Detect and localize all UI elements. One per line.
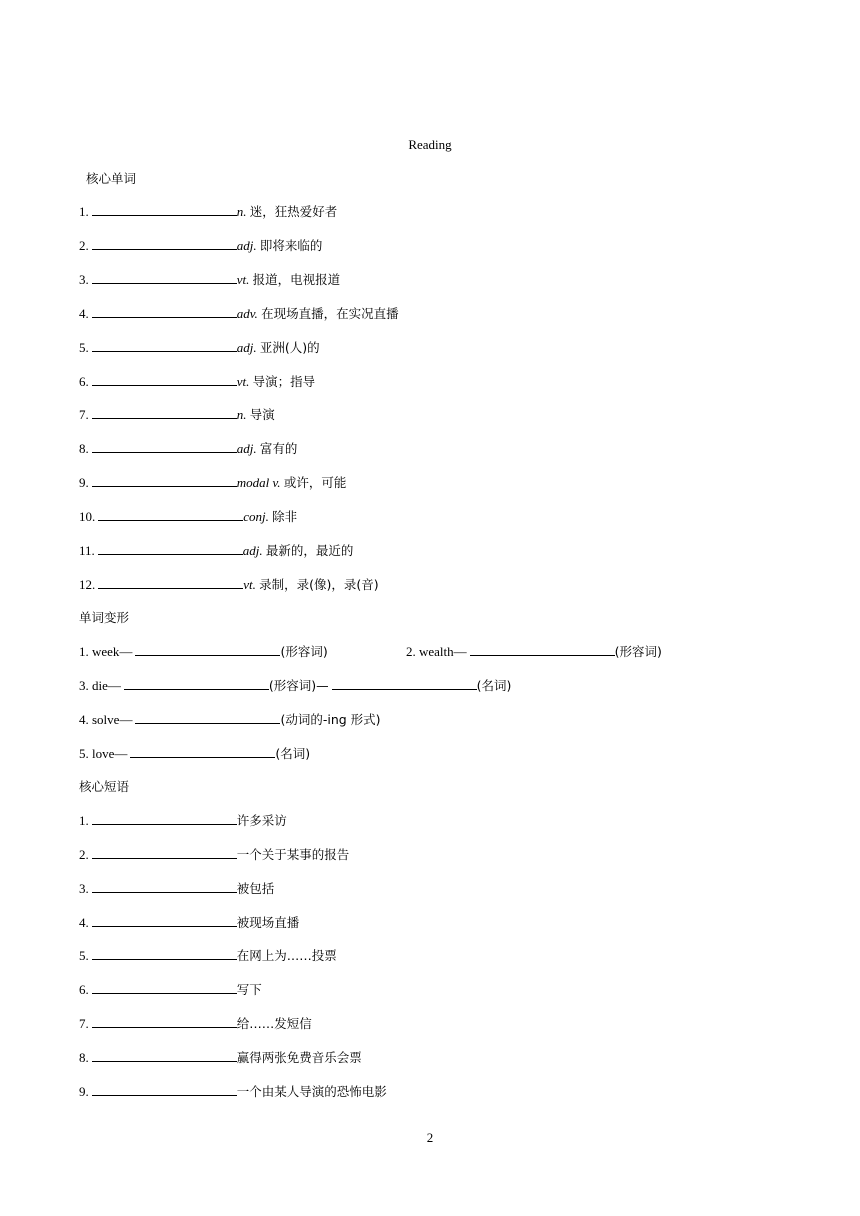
list-item: 6. 写下: [79, 982, 262, 997]
list-item: 7. 给……发短信: [79, 1016, 312, 1031]
list-item: 1. n. 迷，狂热爱好者: [79, 204, 338, 219]
list-item: 11. adj. 最新的，最近的: [79, 543, 354, 558]
list-item: 4. solve— (动词的-ing 形式): [79, 712, 381, 727]
list-item: 1. 许多采访: [79, 813, 287, 828]
list-item: 2. 一个关于某事的报告: [79, 847, 350, 862]
list-item: 3. die— (形容词)— (名词): [79, 678, 512, 693]
list-item: 12. vt. 录制，录(像)，录(音): [79, 577, 379, 592]
list-item: 2. adj. 即将来临的: [79, 238, 323, 253]
list-item: 5. adj. 亚洲(人)的: [79, 340, 320, 355]
page-title: Reading: [408, 137, 452, 152]
list-item: 2. wealth— (形容词): [406, 644, 662, 659]
list-item: 5. love— (名词): [79, 746, 311, 761]
list-item: 4. 被现场直播: [79, 915, 300, 930]
list-item: 4. adv. 在现场直播，在实况直播: [79, 306, 399, 321]
list-item: 10. conj. 除非: [79, 509, 298, 524]
section-heading-word-forms: 单词变形: [79, 610, 130, 625]
list-item: 8. 赢得两张免费音乐会票: [79, 1050, 362, 1065]
list-item: 1. week— (形容词): [79, 644, 328, 659]
list-item: 6. vt. 导演；指导: [79, 374, 316, 389]
section-heading-core-words: 核心单词: [86, 171, 137, 186]
list-item: 3. vt. 报道，电视报道: [79, 272, 341, 287]
section-heading-core-phrases: 核心短语: [79, 779, 130, 794]
list-item: 9. 一个由某人导演的恐怖电影: [79, 1084, 387, 1099]
list-item: 5. 在网上为……投票: [79, 948, 337, 963]
list-item: 9. modal v. 或许，可能: [79, 475, 347, 490]
page-number: 2: [426, 1130, 434, 1145]
list-item: 7. n. 导演: [79, 407, 275, 422]
list-item: 3. 被包括: [79, 881, 275, 896]
list-item: 8. adj. 富有的: [79, 441, 298, 456]
